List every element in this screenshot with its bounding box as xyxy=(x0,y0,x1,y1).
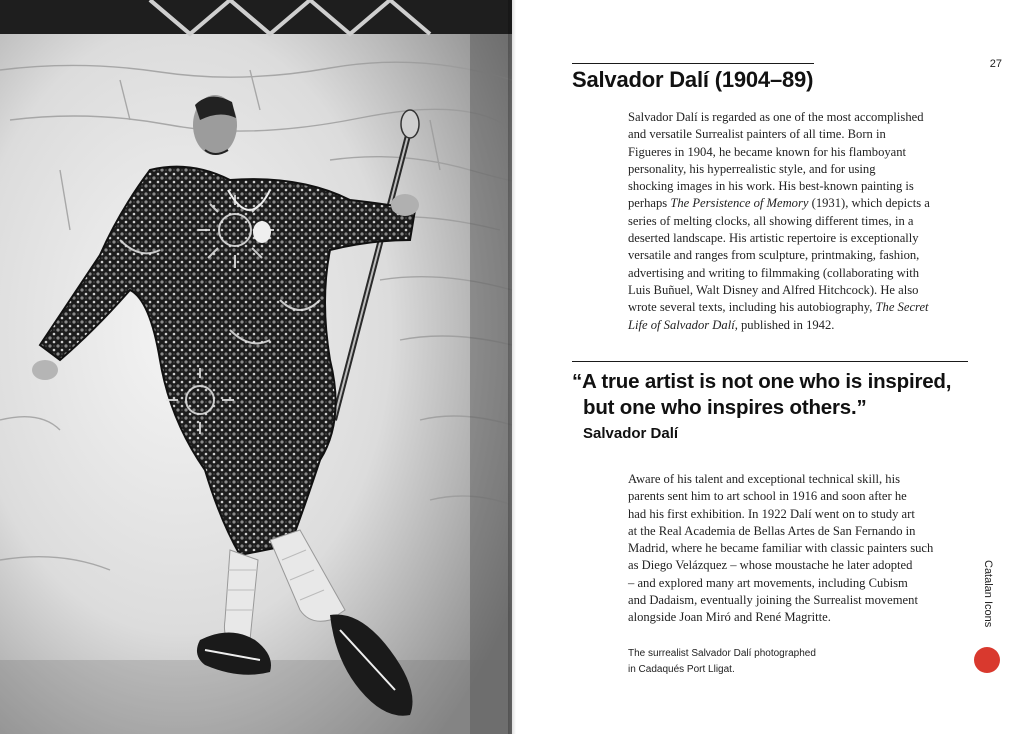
bio-line: parents sent him to art school in 1916 and soon after he xyxy=(628,489,907,504)
intro-line: Luis Buñuel, Walt Disney and Alfred Hitchcock). He also xyxy=(628,282,919,297)
intro-line: shocking images in his work. His best-known painting is xyxy=(628,179,914,194)
article-title: Salvador Dalí (1904–89) xyxy=(572,67,814,92)
intro-line xyxy=(628,317,956,334)
intro-line xyxy=(628,299,956,316)
title-rule xyxy=(572,63,814,64)
section-tab xyxy=(970,560,1004,640)
intro-line xyxy=(628,195,956,212)
bio-paragraph xyxy=(628,471,956,627)
bio-line: alongside Joan Miró and René Magritte. xyxy=(628,610,831,625)
line-text: perhaps xyxy=(628,196,671,211)
book-title-part1: The Secret xyxy=(875,300,929,315)
bio-line: – and explored many art movements, including Cubism xyxy=(628,575,908,590)
caption-line: The surrealist Salvador Dalí photographed xyxy=(628,648,816,659)
bio-line: Aware of his talent and exceptional technical skill, his xyxy=(628,472,900,486)
page-gutter xyxy=(508,0,516,734)
intro-line: Salvador Dalí is regarded as one of the most accomplished xyxy=(628,110,924,124)
quote-rule xyxy=(572,361,968,362)
intro-line: and versatile Surrealist painters of all time. Born in xyxy=(628,127,886,142)
intro-line: versatile and ranges from sculpture, printmaking, fashion, xyxy=(628,248,920,263)
intro-line: Figueres in 1904, he became known for his flamboyant xyxy=(628,144,907,159)
quote-author: Salvador Dalí xyxy=(583,425,679,442)
bio-line: Madrid, where he became familiar with classic painters such xyxy=(628,541,934,556)
intro-line: personality, his hyperrealistic style, and for using xyxy=(628,161,876,176)
page-number: 27 xyxy=(989,58,1002,70)
intro-line: series of melting clocks, all showing different times, in a xyxy=(628,213,914,228)
bio-line: and Dadaism, eventually joining the Surrealist movement xyxy=(628,593,918,608)
intro-line: deserted landscape. His artistic repertoire is exceptionally xyxy=(628,231,919,246)
line-text: (1931), which depicts a xyxy=(808,196,930,211)
section-marker-dot xyxy=(974,647,1000,673)
photo-caption xyxy=(628,646,888,678)
quote-line: “A true artist is not one who is inspired, xyxy=(572,370,952,393)
quote-line: but one who inspires others.” xyxy=(583,396,867,419)
painting-title: The Persistence of Memory xyxy=(670,196,809,211)
bio-line: had his first exhibition. In 1922 Dalí went on to study art xyxy=(628,506,915,521)
bio-line: at the Real Academia de Bellas Artes de San Fernando in xyxy=(628,523,916,538)
book-title-part2: Life of Salvador Dalí, xyxy=(628,317,738,332)
bio-line: as Diego Velázquez – whose moustache he later adopted xyxy=(628,558,913,573)
caption-line: in Cadaqués Port Lligat. xyxy=(628,664,735,675)
intro-paragraph xyxy=(628,109,956,334)
pull-quote xyxy=(572,369,992,421)
intro-line: advertising and writing to filmmaking (collaborating with xyxy=(628,265,919,280)
section-tab-label: Catalan Icons xyxy=(982,560,994,628)
line-text: published in 1942. xyxy=(737,317,835,332)
line-text: wrote several texts, including his autobiography, xyxy=(628,300,876,315)
